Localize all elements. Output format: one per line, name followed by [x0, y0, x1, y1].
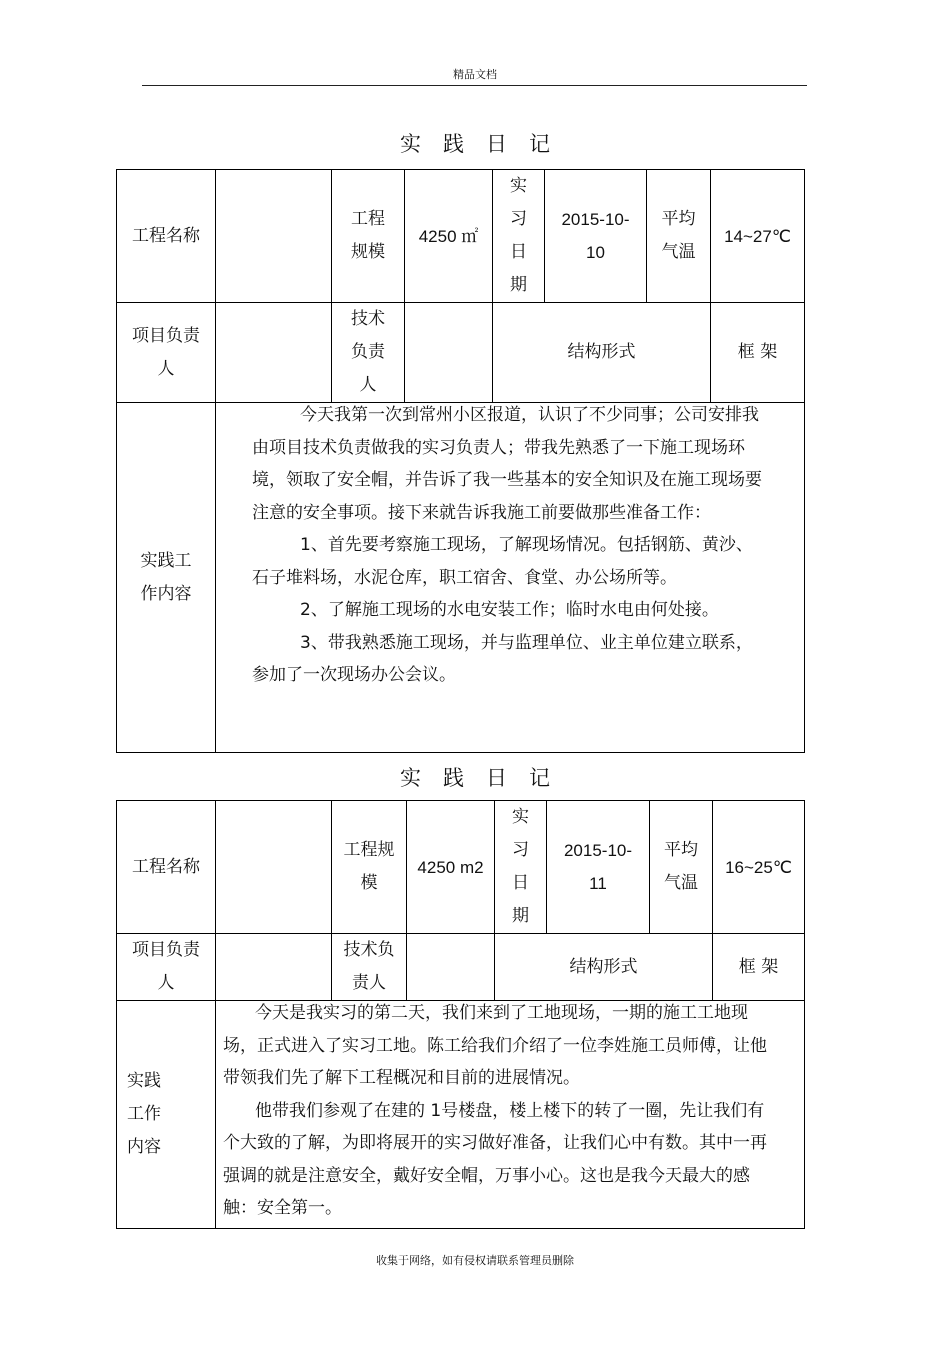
work-paragraph: 他带我们参观了在建的 1号楼盘，楼上楼下的转了一圈，先让我们有个大致的了解，为即将展开的实习做好准备，让我们心中有数。其中一再强调的就是注意安全，戴好安全帽，万事小心。这也是我今天最大的感触：安全第一。: [223, 1100, 767, 1218]
work-content-label: 实践 工作 内容: [117, 1001, 216, 1229]
structure-label: 结构形式: [493, 303, 711, 403]
tech-lead-label: 技术 负责 人: [332, 303, 405, 403]
diary-title: 实践日记: [400, 766, 572, 790]
scale-value: 4250 ㎡: [405, 170, 493, 303]
date-value: 2015-10- 10: [545, 170, 647, 303]
diary-title: 实践日记: [400, 132, 572, 156]
page-header: 精品文档: [453, 68, 497, 81]
structure-value: 框 架: [713, 934, 805, 1001]
tech-lead-value: [407, 934, 495, 1001]
manager-label: 项目负责 人: [117, 934, 216, 1001]
structure-value: 框 架: [711, 303, 805, 403]
date-label: 实 习 日 期: [495, 801, 547, 934]
project-name-label: 工程名称: [117, 170, 216, 303]
date-value: 2015-10- 11: [547, 801, 650, 934]
structure-label: 结构形式: [495, 934, 713, 1001]
temperature-label: 平均 气温: [647, 170, 711, 303]
temperature-value: 16~25℃: [713, 801, 805, 934]
work-paragraph: 2、了解施工现场的水电安装工作；临时水电由何处接。: [300, 600, 719, 620]
tech-lead-value: [405, 303, 493, 403]
temperature-label: 平均 气温: [650, 801, 713, 934]
page-footer: 收集于网络，如有侵权请联系管理员删除: [376, 1254, 574, 1267]
temperature-value: 14~27℃: [711, 170, 805, 303]
work-paragraph: 今天我第一次到常州小区报道，认识了不少同事；公司安排我由项目技术负责做我的实习负责人；带我先熟悉了一下施工现场环境，领取了安全帽，并告诉了我一些基本的安全知识及在施工现场要注意的安全事项。接下来就告诉我施工前要做那些准备工作：: [252, 405, 762, 523]
work-content-label: 实践工 作内容: [117, 403, 216, 753]
date-label: 实 习 日 期: [493, 170, 545, 303]
work-content: [216, 403, 805, 753]
work-paragraph: 今天是我实习的第二天，我们来到了工地现场，一期的施工工地现场，正式进入了实习工地。陈工给我们介绍了一位李姓施工员师傅，让他带领我们先了解下工程概况和目前的进展情况。: [223, 1003, 767, 1088]
project-name-value: [216, 170, 332, 303]
diary-table: [116, 800, 805, 1229]
manager-label: 项目负责 人: [117, 303, 216, 403]
scale-label: 工程 规模: [332, 170, 405, 303]
tech-lead-label: 技术负 责人: [332, 934, 407, 1001]
scale-label: 工程规 模: [332, 801, 407, 934]
project-name-value: [216, 801, 332, 934]
work-paragraph: 1、首先要考察施工现场，了解现场情况。包括钢筋、黄沙、石子堆料场，水泥仓库，职工宿舍、食堂、办公场所等。: [252, 535, 753, 588]
header-divider: [142, 85, 807, 86]
manager-value: [216, 934, 332, 1001]
manager-value: [216, 303, 332, 403]
scale-value: 4250 m2: [407, 801, 495, 934]
project-name-label: 工程名称: [117, 801, 216, 934]
work-content: [216, 1001, 805, 1229]
diary-table: [116, 169, 805, 753]
work-paragraph: 3、带我熟悉施工现场，并与监理单位、业主单位建立联系，参加了一次现场办公会议。: [252, 632, 753, 685]
